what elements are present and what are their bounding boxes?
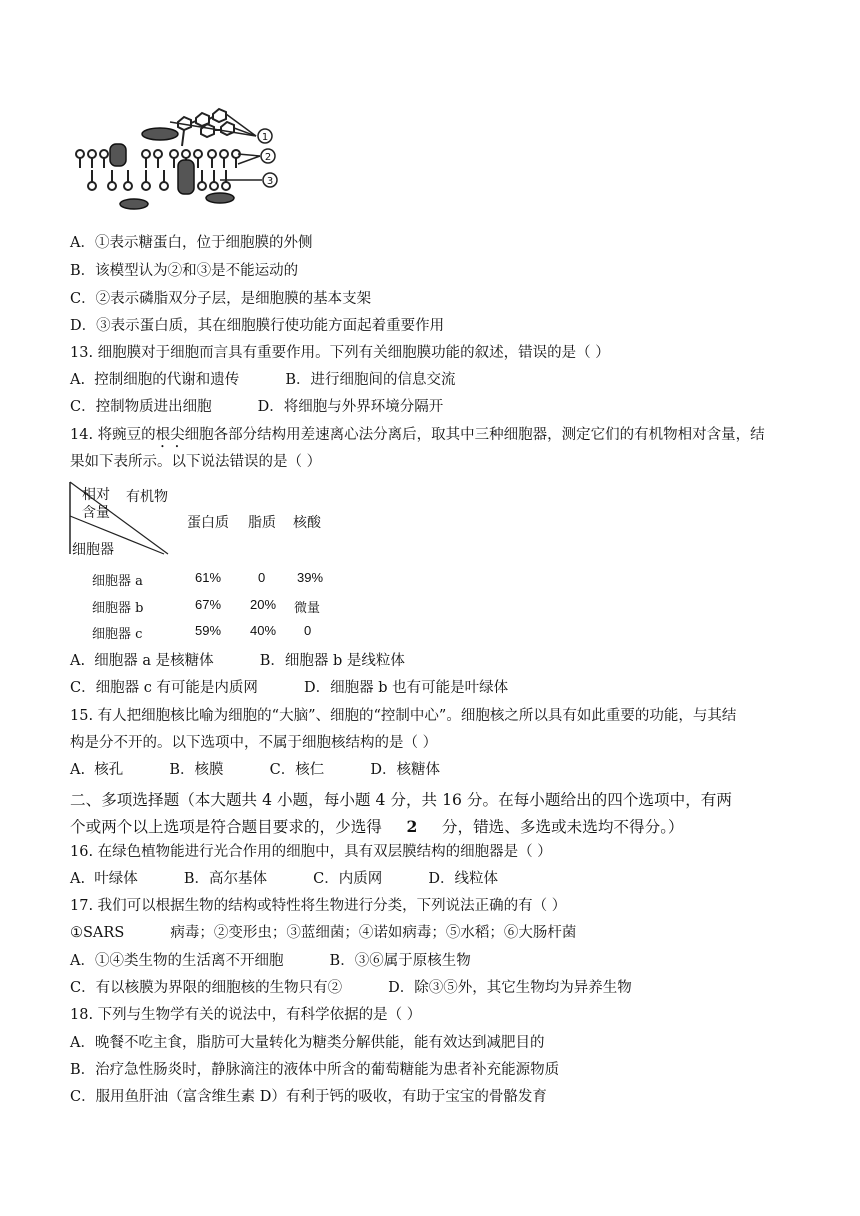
q18-option-a: A．晚餐不吃主食，脂肪可大量转化为糖类分解供能，能有效达到减肥目的 bbox=[70, 1035, 545, 1051]
q12-option-d: D．③表示蛋白质，其在细胞膜行使功能方面起着重要作用 bbox=[70, 318, 445, 334]
section2-score: 2 bbox=[406, 817, 418, 836]
q14-stem-line1 bbox=[70, 425, 765, 451]
q18-option-b: B．治疗急性肠炎时，静脉滴注的液体中所含的葡萄糖能为患者补充能源物质 bbox=[70, 1062, 560, 1078]
q15-stem-line1: 15. 有人把细胞核比喻为细胞的“大脑”、细胞的“控制中心”。细胞核之所以具有如此重要的功能，与其结 bbox=[70, 708, 737, 724]
table-cell: 微量 bbox=[294, 601, 321, 616]
q14-stem-line2: 果如下表所示。以下说法错误的是（ ） bbox=[70, 454, 322, 470]
table-diag-mid1: 相对 bbox=[82, 487, 110, 503]
table-cell: 39% bbox=[297, 570, 324, 585]
label-2: 2 bbox=[264, 152, 272, 163]
q12-option-b: B．该模型认为②和③是不能运动的 bbox=[70, 263, 299, 279]
q14-stem-emphasis: 根尖 bbox=[155, 427, 185, 443]
table-diag-top: 有机物 bbox=[126, 489, 168, 505]
table-cell: 59% bbox=[195, 623, 222, 638]
table-col-header: 蛋白质 bbox=[187, 515, 229, 531]
section2-heading-line1: 二、多项选择题（本大题共 4 小题，每小题 4 分，共 16 分。在每小题给出的四个选项中，有两 bbox=[70, 791, 732, 809]
q12-option-c: C．②表示磷脂双分子层，是细胞膜的基本支架 bbox=[70, 291, 372, 307]
label-1: 1 bbox=[261, 132, 269, 143]
table-col-header: 核酸 bbox=[293, 515, 321, 531]
table-cell: 0 bbox=[258, 570, 266, 585]
q14-options-row1: A. 细胞器 a 是核糖体 B．细胞器 b 是线粒体 bbox=[70, 653, 405, 669]
q15-options: A. 核孔 B．核膜 C．核仁 D．核糖体 bbox=[70, 762, 440, 778]
q14-options-row2: C．细胞器 c 有可能是内质网 D．细胞器 b 也有可能是叶绿体 bbox=[70, 680, 509, 696]
q18-stem: 18. 下列与生物学有关的说法中，有科学依据的是（ ） bbox=[70, 1007, 422, 1023]
q17-stem: 17. 我们可以根据生物的结构或特性将生物进行分类，下列说法正确的有（ ） bbox=[70, 898, 567, 914]
table-cell: 67% bbox=[195, 597, 222, 612]
table-col-header: 脂质 bbox=[248, 515, 276, 531]
q16-options: A. 叶绿体 B．高尔基体 C．内质网 D．线粒体 bbox=[70, 871, 498, 887]
table-row-name: 细胞器 c bbox=[92, 627, 143, 642]
label-3: 3 bbox=[266, 176, 274, 187]
q13-options-row2: C．控制物质进出细胞 D．将细胞与外界环境分隔开 bbox=[70, 399, 444, 415]
table-cell: 20% bbox=[250, 597, 277, 612]
q17-options-row2: C．有以核膜为界限的细胞核的生物只有② D．除③⑤外，其它生物均为异养生物 bbox=[70, 980, 632, 996]
q13-stem: 13. 细胞膜对于细胞而言具有重要作用。下列有关细胞膜功能的叙述，错误的是（ ） bbox=[70, 345, 610, 361]
q14-stem-post: 细胞各部分结构用差速离心法分离后，取其中三种细胞器，测定它们的有机物相对含量，结 bbox=[184, 427, 765, 443]
q16-stem: 16. 在绿色植物能进行光合作用的细胞中，具有双层膜结构的细胞器是（ ） bbox=[70, 844, 552, 860]
q18-option-c: C．服用鱼肝油（富含维生素 D）有利于钙的吸收，有助于宝宝的骨骼发育 bbox=[70, 1089, 547, 1105]
table-diag-bottom: 细胞器 bbox=[72, 542, 114, 558]
section2-heading-line2 bbox=[70, 813, 798, 841]
table-cell: 61% bbox=[195, 570, 222, 585]
table-diag-mid2: 含量 bbox=[82, 505, 110, 521]
section2-line2-post: 分，错选、多选或未选均不得分。） bbox=[441, 818, 684, 836]
cell-membrane-figure bbox=[70, 98, 300, 216]
q13-options-row1: A. 控制细胞的代谢和遗传 B．进行细胞间的信息交流 bbox=[70, 372, 456, 388]
table-row-name: 细胞器 b bbox=[92, 601, 144, 616]
q15-stem-line2: 构是分不开的。以下选项中，不属于细胞核结构的是（ ） bbox=[70, 735, 438, 751]
table-cell: 40% bbox=[250, 623, 277, 638]
q17-items: ①SARS 病毒；②变形虫；③蓝细菌；④诺如病毒；⑤水稻；⑥大肠杆菌 bbox=[70, 925, 577, 941]
table-row-name: 细胞器 a bbox=[92, 574, 143, 589]
q14-stem-pre: 14. 将豌豆的 bbox=[70, 427, 156, 443]
section2-line2-pre: 个或两个以上选项是符合题目要求的，少选得 bbox=[70, 818, 382, 836]
table-cell: 0 bbox=[304, 623, 312, 638]
q12-option-a: A．①表示糖蛋白，位于细胞膜的外侧 bbox=[70, 235, 313, 251]
q17-options-row1: A．①④类生物的生活离不开细胞 B．③⑥属于原核生物 bbox=[70, 953, 471, 969]
